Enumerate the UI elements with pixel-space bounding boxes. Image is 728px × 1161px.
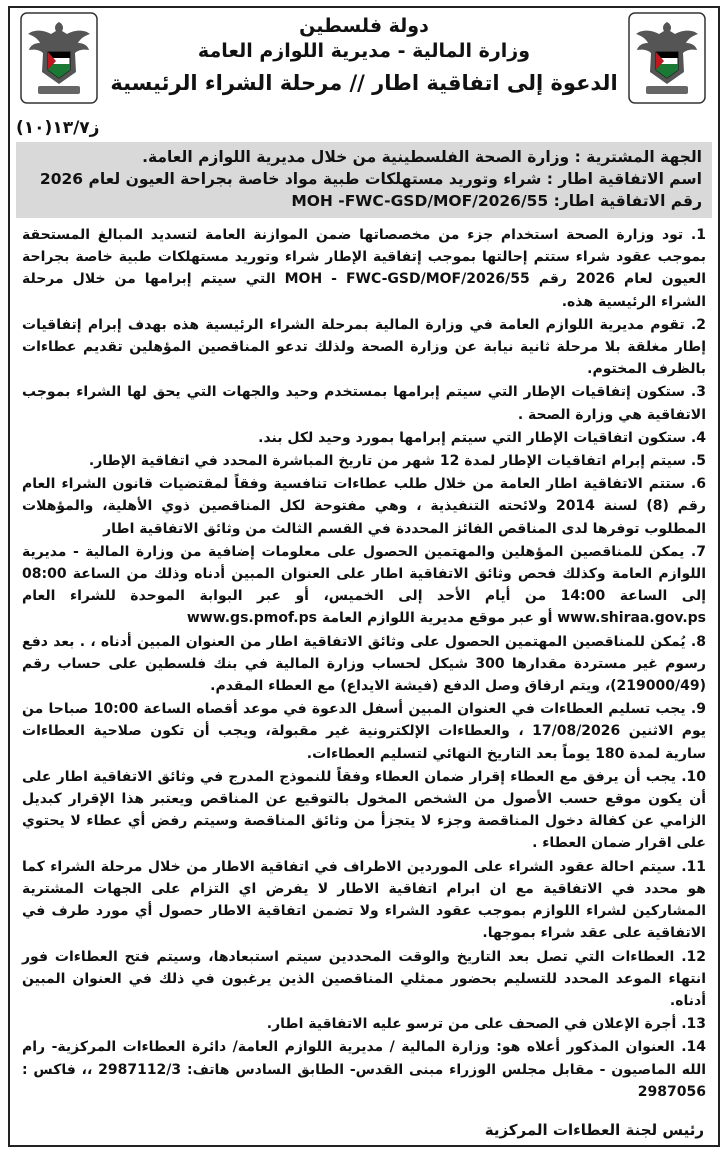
notice-item: 2. تقوم مديرية اللوازم العامة في وزارة المالية بمرحلة الشراء الرئيسية هذه بهدف إبرام إتفاقيات إطار مغلقة بلا مرحلة ثانية نيابة عن وزارة الصحة ولذلك تدعو المناقصين المؤهلين تقديم عطاءات بالظرف المختوم. xyxy=(22,316,706,378)
agreement-info-box xyxy=(16,142,712,218)
notice-item: 1. تود وزارة الصحة استخدام جزء من مخصصاتها ضمن الموازنة العامة لتسديد المبالغ المستحقة بموجب عقود شراء ستتم إحالتها بموجب إتفاقية الإطار شراء وتوريد مستهلكات طبية خاصة بجراحة العيون لعام 2026 رقم MOH - FWC-GSD/MOF/2026/55 التي سيتم إبرامها من خلال مرحلة الشراء الرئيسية هذه. xyxy=(22,227,707,310)
palestine-eagle-emblem-icon xyxy=(20,12,98,104)
notice-item: 5. سيتم إبرام اتفاقيات الإطار لمدة 12 شهر من تاريخ المباشرة المحدد في اتفاقية الإطار. xyxy=(88,453,706,470)
purchaser-line: الجهة المشترية : وزارة الصحة الفلسطينية من خلال مديرية اللوازم العامة. xyxy=(142,148,702,166)
tender-notice xyxy=(8,6,720,1147)
notice-item: 9. يجب تسليم العطاءات في العنوان المبين أسفل الدعوة في موعد أقصاه الساعة 10:00 صباحا من يوم الاثنين 17/08/2026 ، والعطاءات الإلكترونية غير مقبولة، ويجب أن تكون صلاحية العطاءات سارية لمدة 180 يوماً بعد التاريخ النهائي لتسليم العطاءات. xyxy=(22,701,706,762)
notice-item: 11. سيتم احالة عقود الشراء على الموردين الاطراف في اتفاقية الاطار من خلال مرحلة الشراء كما هو محدد في الاتفاقية مع ان ابرام اتفاقية الاطار لا يفرض اي التزام على الجهات المشترية المشاركين لشراء اللوازم بموجب عقود الشراء ولا تضمن اتفاقية الاطار حصول أي مورد طرف في الاتفاقية على عقد شراء بموجها. xyxy=(22,858,706,942)
signature-line: رئيس لجنة العطاءات المركزية xyxy=(484,1121,704,1139)
notice-item: 8. يُمكن للمناقصين المهتمين الحصول على وثائق الاتفاقية اطار من العنوان المبين أدناه ، . بعد دفع رسوم غير مستردة مقدارها 300 شيكل لحساب وزارة المالية في بنك فلسطين على حساب رقم (219000/49)، ويتم ارفاق وصل الدفع (فيشة الايداع) مع العطاء المقدم. xyxy=(22,633,706,695)
reference-code: ز١٣/٧(١٠) xyxy=(16,118,100,138)
notice-item: 13. أجرة الإعلان في الصحف على من ترسو عليه الاتفاقية اطار. xyxy=(266,1016,706,1033)
state-name: دولة فلسطين xyxy=(299,15,429,37)
call-title: الدعوة إلى اتفاقية اطار // مرحلة الشراء الرئيسية xyxy=(110,71,618,95)
ministry-name: وزارة المالية - مديرية اللوازم العامة xyxy=(197,40,531,62)
notice-items xyxy=(10,218,718,1103)
notice-item: 10. يجب أن يرفق مع العطاء إقرار ضمان العطاء وفقاً للنموذج المدرج في وثائق الاتفاقية اطار على أن يكون موقع حسب الأصول من الشخص المخول بالتوقيع عن المناقص ويعتبر هذا الإقرار كبديل الزامي عن كفالة دخول المناقصة وجزء لا يتجزأ من وثائق المناقصة وسيتم رفض أي عطاء لا يحتوي على اقرار ضمان العطاء . xyxy=(22,768,706,852)
notice-header xyxy=(10,8,718,138)
palestine-eagle-emblem-icon xyxy=(628,12,706,104)
notice-item: 14. العنوان المذكور أعلاه هو: وزارة المالية / مديرية اللوازم العامة/ دائرة العطاءات المركزية- رام الله الماصيون - مقابل مجلس الوزراء مبنى القدس- الطابق السادس هاتف: 2987112/3 ،، فاكس : 2987056 xyxy=(22,1039,706,1100)
notice-item: 6. ستتم الاتفاقية اطار العامة من خلال طلب عطاءات تنافسية وفقاً لمقتضيات قانون الشراء العام رقم (8) لسنة 2014 ولائحته التنفيذية ، وهي مفتوحة لكل المناقصين ذوي الأهلية، والمؤهلات المطلوب توفرها لدى المناقص الفائز المحددة في القسم الثالث من وثائق الاتفاقية اطار xyxy=(22,476,706,537)
notice-item: 7. يمكن للمناقصين المؤهلين والمهتمين الحصول على معلومات إضافية من وزارة المالية - مديرية اللوازم العامة وكذلك فحص وثائق الاتفاقية اطار على العنوان المبين أدناه وذلك من الساعة 08:00 إلى الساعة 14:00 من أيام الأحد إلى الخميس، أو عبر البوابة الموحدة للشراء العام www.shiraa.gov.ps أو عبر موقع مديرية اللوازم العامة www.gs.pmof.ps xyxy=(22,543,706,627)
notice-item: 12. العطاءات التي تصل بعد التاريخ والوقت المحددين سيتم استبعادها، وسيتم فتح العطاءات فور انتهاء الموعد المحدد للتسليم بحضور ممثلي المناقصين الذين يرغبون في ذلك في العنوان المبين أدناه. xyxy=(22,948,706,1009)
agreement-name-line: اسم الاتفاقية اطار : شراء وتوريد مستهلكات طبية مواد خاصة بجراحة العيون لعام 2026 xyxy=(39,170,702,188)
notice-item: 4. ستكون اتفاقيات الإطار التي سيتم إبرامها بمورد وحيد لكل بند. xyxy=(258,429,706,446)
header-text xyxy=(100,14,628,98)
agreement-number-line: رقم الاتفاقية اطار: MOH -FWC-GSD/MOF/2026/55 xyxy=(291,192,702,210)
notice-item: 3. ستكون إتفاقيات الإطار التي سيتم إبرامها بمستخدم وحيد والجهات التي يحق لها الشراء بموجب الاتفاقية هي وزارة الصحة . xyxy=(22,384,706,423)
